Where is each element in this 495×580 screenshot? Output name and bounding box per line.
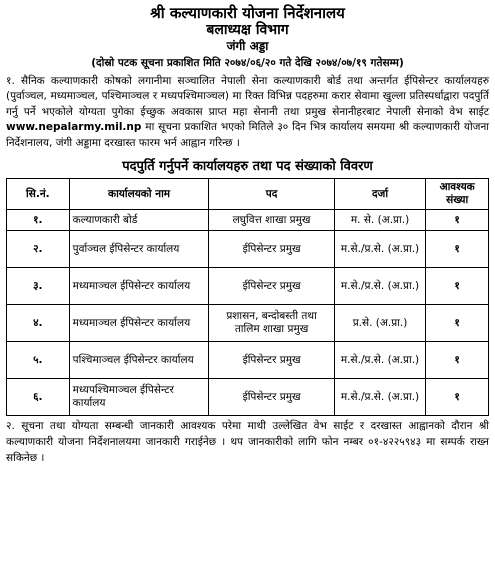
- table-header-row: [7, 179, 489, 210]
- notice-period: (दोस्रो पटक सूचना प्रकाशित मिति २०७४/०६/२० गते देखि २०७४/०७/१९ गतेसम्म): [91, 57, 404, 69]
- footer-note: २. सूचना तथा योग्यता सम्बन्धी जानकारी आवश्यक परेमा माथी उल्लेखित वेभ साईट र दरखास्त आह्वानको दौरान श्री कल्याणकारी योजना निर्देशनालयमा जानकारी गराईनेछ । थप जानकारीको लागि फोन नम्बर ०१-४२२५९४३ मा सम्पर्क राख्न सकिनेछ ।: [6, 420, 489, 464]
- cell-count: १: [426, 231, 489, 268]
- cell-grade: प्र.से. (अ.प्रा.): [334, 305, 426, 342]
- cell-post: ईपिसेन्टर प्रमुख: [209, 231, 334, 268]
- cell-serial: ६.: [7, 379, 70, 416]
- cell-office: पश्चिमाञ्चल ईपिसेन्टर कार्यालय: [69, 342, 209, 379]
- cell-office: मध्यमाञ्चल ईपिसेन्टर कार्यालय: [69, 268, 209, 305]
- cell-serial: ४.: [7, 305, 70, 342]
- cell-count: १: [426, 305, 489, 342]
- cell-post: ईपिसेन्टर प्रमुख: [209, 268, 334, 305]
- table-title: पदपुर्ति गर्नुपर्ने कार्यालयहरु तथा पद संख्याको विवरण: [122, 159, 373, 175]
- header-required: आवश्यक संख्या: [426, 179, 489, 210]
- intro-paragraph: [6, 74, 489, 152]
- cell-office: पुर्वाञ्चल ईपिसेन्टर कार्यालय: [69, 231, 209, 268]
- directorate-title: श्री कल्याणकारी योजना निर्देशनालय: [150, 4, 345, 22]
- table-row: [7, 342, 489, 379]
- cell-serial: ३.: [7, 268, 70, 305]
- table-row: [7, 231, 489, 268]
- table-row: [7, 305, 489, 342]
- intro-text-end: मा सूचना प्रकाशित भएको मितिले ३० दिन भित्र कार्यालय समयमा श्री कल्याणकारी योजना निर्देशनालय, जंगी अड्डामा दरखास्त फारम भर्न आह्वान गरिन्छ ।: [6, 121, 489, 149]
- header-post: पद: [209, 179, 334, 210]
- header-serial: सि.नं.: [7, 179, 70, 210]
- cell-count: १: [426, 342, 489, 379]
- cell-serial: २.: [7, 231, 70, 268]
- department-title: बलाध्यक्ष विभाग: [206, 22, 289, 39]
- table-row: [7, 379, 489, 416]
- cell-grade: म.से./प्र.से. (अ.प्रा.): [334, 231, 426, 268]
- cell-grade: म. से. (अ.प्रा.): [334, 210, 426, 231]
- table-row: [7, 210, 489, 231]
- intro-text-start: १. सैनिक कल्याणकारी कोषको लगानीमा सञ्चालित नेपाली सेना कल्याणकारी बोर्ड तथा अन्तर्गत ईपिसेन्टर कार्यालयहरु (पुर्वाञ्चल, मध्यमाञ्चल, पश्चिमाञ्चल र मध्यपश्चिमाञ्चल) मा रिक्त विभिन्न पदहरुमा करार सेवामा खुल्ला प्रतिस्पर्धाद्वारा पदपुर्ति गर्नु पर्ने भएकोले योग्यता पुगेका ईच्छुक अवकास प्राप्त महा सेनानी तथा प्रमुख सेनानीहरबाट नेपाली सेनाको वेभ साईट: [6, 74, 489, 118]
- cell-grade: म.से./प्र.से. (अ.प्रा.): [334, 379, 426, 416]
- cell-serial: ५.: [7, 342, 70, 379]
- cell-office: कल्याणकारी बोर्ड: [69, 210, 209, 231]
- cell-post: लघुवित्त शाखा प्रमुख: [209, 210, 334, 231]
- location-title: जंगी अड्डा: [226, 39, 269, 54]
- vacancy-table: [6, 178, 489, 416]
- cell-count: १: [426, 210, 489, 231]
- cell-count: १: [426, 268, 489, 305]
- cell-grade: म.से./प्र.से. (अ.प्रा.): [334, 342, 426, 379]
- cell-post: ईपिसेन्टर प्रमुख: [209, 342, 334, 379]
- cell-serial: १.: [7, 210, 70, 231]
- cell-grade: म.से./प्र.से. (अ.प्रा.): [334, 268, 426, 305]
- cell-count: १: [426, 379, 489, 416]
- cell-post: प्रशासन, बन्दोबस्ती तथा तालिम शाखा प्रमुख: [209, 305, 334, 342]
- website-link[interactable]: www.nepalarmy.mil.np: [6, 121, 142, 134]
- cell-post: ईपिसेन्टर प्रमुख: [209, 379, 334, 416]
- cell-office: मध्यपश्चिमाञ्चल ईपिसेन्टर कार्यालय: [69, 379, 209, 416]
- table-row: [7, 268, 489, 305]
- header-office: कार्यालयको नाम: [69, 179, 209, 210]
- header-grade: दर्जा: [334, 179, 426, 210]
- cell-office: मध्यमाञ्चल ईपिसेन्टर कार्यालय: [69, 305, 209, 342]
